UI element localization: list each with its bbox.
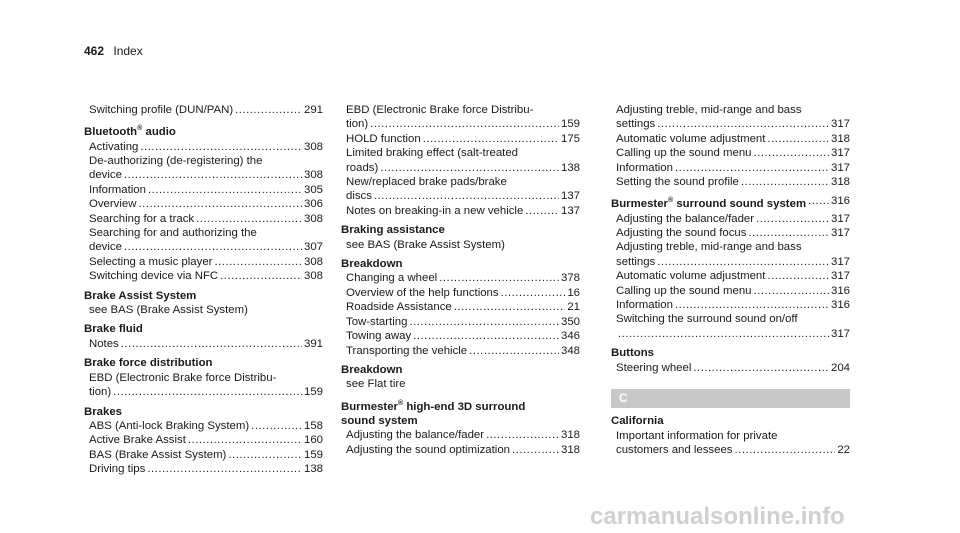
index-entry[interactable]: Adjusting the sound optimization ..... 318 [341, 443, 580, 457]
index-heading-breakdown-2: Breakdown [341, 363, 403, 376]
index-entry[interactable]: Calling up the sound menu ..... 317 [611, 146, 850, 160]
page-header [84, 44, 143, 58]
index-entry[interactable]: Overview ..... 306 [84, 197, 323, 211]
index-heading-breakdown: Breakdown [341, 258, 403, 271]
index-column-3 [611, 103, 850, 457]
index-entry[interactable]: BAS (Brake Assist System) ..... 159 [84, 448, 323, 462]
index-entry[interactable]: discs ..... 137 [341, 189, 580, 203]
index-entry-text: EBD (Electronic Brake force Distribu- [346, 104, 534, 116]
index-entry[interactable]: roads) ..... 138 [341, 161, 580, 175]
index-heading-brake-fluid: Brake fluid [84, 323, 143, 336]
index-entry[interactable]: Adjusting the balance/fader ..... 317 [611, 212, 850, 226]
index-entry-text: Important information for private [616, 429, 778, 442]
index-column-2 [341, 103, 580, 457]
index-entry[interactable]: Switching device via NFC ..... 308 [84, 269, 323, 283]
index-entry[interactable]: Notes ..... 391 [84, 337, 323, 351]
index-entry[interactable]: Information ..... 316 [611, 298, 850, 312]
index-entry[interactable]: Steering wheel ..... 204 [611, 361, 850, 375]
index-entry[interactable]: Information ..... 305 [84, 183, 323, 197]
index-heading-braking-assistance: Braking assistance [341, 224, 445, 237]
index-see-reference[interactable]: see BAS (Brake Assist System) [346, 238, 505, 251]
index-entry[interactable]: Adjusting the sound focus ..... 317 [611, 226, 850, 240]
index-entry-text: Searching for and authorizing the [89, 227, 257, 240]
index-entry[interactable]: tion) ..... 159 [341, 117, 580, 131]
index-entry[interactable]: Driving tips ..... 138 [84, 462, 323, 476]
index-column-1 [84, 103, 323, 477]
index-entry[interactable]: HOLD function ..... 175 [341, 132, 580, 146]
index-entry[interactable]: Selecting a music player ..... 308 [84, 255, 323, 269]
index-entry-text: Adjusting treble, mid-range and bass [616, 104, 802, 116]
index-entry[interactable]: Switching profile (DUN/PAN) ..... 291 [84, 103, 323, 117]
index-entry-text: Switching the surround sound on/off [616, 313, 798, 326]
index-heading-buttons: Buttons [611, 347, 655, 360]
index-entry[interactable]: Roadside Assistance ..... 21 [341, 300, 580, 314]
index-see-reference[interactable]: see Flat tire [346, 378, 406, 391]
page-number: 462 [84, 44, 105, 58]
index-entry[interactable]: Transporting the vehicle ..... 348 [341, 344, 580, 358]
index-entry[interactable]: Active Brake Assist ..... 160 [84, 433, 323, 447]
index-entry[interactable]: Adjusting the balance/fader ..... 318 [341, 428, 580, 442]
index-entry-text: Limited braking effect (salt-treated [346, 147, 518, 160]
index-entry[interactable]: settings ..... 317 [611, 255, 850, 269]
watermark: carmanualsonline.info [590, 503, 845, 530]
section-letter-bar: C [611, 389, 850, 408]
index-entry[interactable]: Information ..... 317 [611, 161, 850, 175]
index-entry[interactable]: ABS (Anti-lock Braking System) ..... 158 [84, 419, 323, 433]
index-see-reference[interactable]: see BAS (Brake Assist System) [89, 304, 248, 317]
index-entry[interactable]: Changing a wheel ..... 378 [341, 271, 580, 285]
index-entry-text: Adjusting treble, mid-range and bass [616, 241, 802, 254]
index-heading-brakes: Brakes [84, 405, 122, 418]
index-heading-brake-force: Brake force distribution [84, 357, 213, 370]
index-entry[interactable]: Automatic volume adjustment ..... 317 [611, 269, 850, 283]
index-entry[interactable]: Overview of the help functions ..... 16 [341, 286, 580, 300]
index-entry[interactable]: Automatic volume adjustment ..... 318 [611, 132, 850, 146]
index-heading-brake-assist: Brake Assist System [84, 289, 197, 302]
index-heading-burmester-3d: Burmester® high-end 3D surround sound system [341, 399, 526, 427]
index-entry[interactable]: tion) ..... 159 [84, 385, 323, 399]
index-entry[interactable]: Calling up the sound menu ..... 316 [611, 284, 850, 298]
index-entry[interactable]: Towing away ..... 346 [341, 329, 580, 343]
index-entry[interactable]: Setting the sound profile ..... 318 [611, 175, 850, 189]
section-title: Index [113, 44, 143, 58]
index-entry-text: EBD (Electronic Brake force Distribu- [89, 371, 277, 384]
index-entry[interactable]: Tow-starting ..... 350 [341, 315, 580, 329]
index-heading-bluetooth: Bluetooth® audio [84, 125, 176, 139]
index-entry[interactable]: Searching for a track ..... 308 [84, 212, 323, 226]
index-entry[interactable]: Activating ..... 308 [84, 140, 323, 154]
index-entry-text: New/replaced brake pads/brake [346, 176, 507, 189]
index-entry[interactable]: device ..... 307 [84, 240, 323, 254]
index-entry-text: De-authorizing (de-registering) the [89, 155, 263, 168]
index-entry[interactable]: Notes on breaking-in a new vehicle ..... 137 [341, 204, 580, 218]
index-entry[interactable]: device ..... 308 [84, 168, 323, 182]
index-entry[interactable]: ..... 317 [611, 327, 850, 341]
index-heading-burmester-surround[interactable]: Burmester® surround sound system ..... 316 [611, 194, 850, 211]
index-entry[interactable]: customers and lessees ..... 22 [611, 443, 850, 457]
index-entry[interactable]: settings ..... 317 [611, 117, 850, 131]
index-heading-california: California [611, 415, 664, 428]
